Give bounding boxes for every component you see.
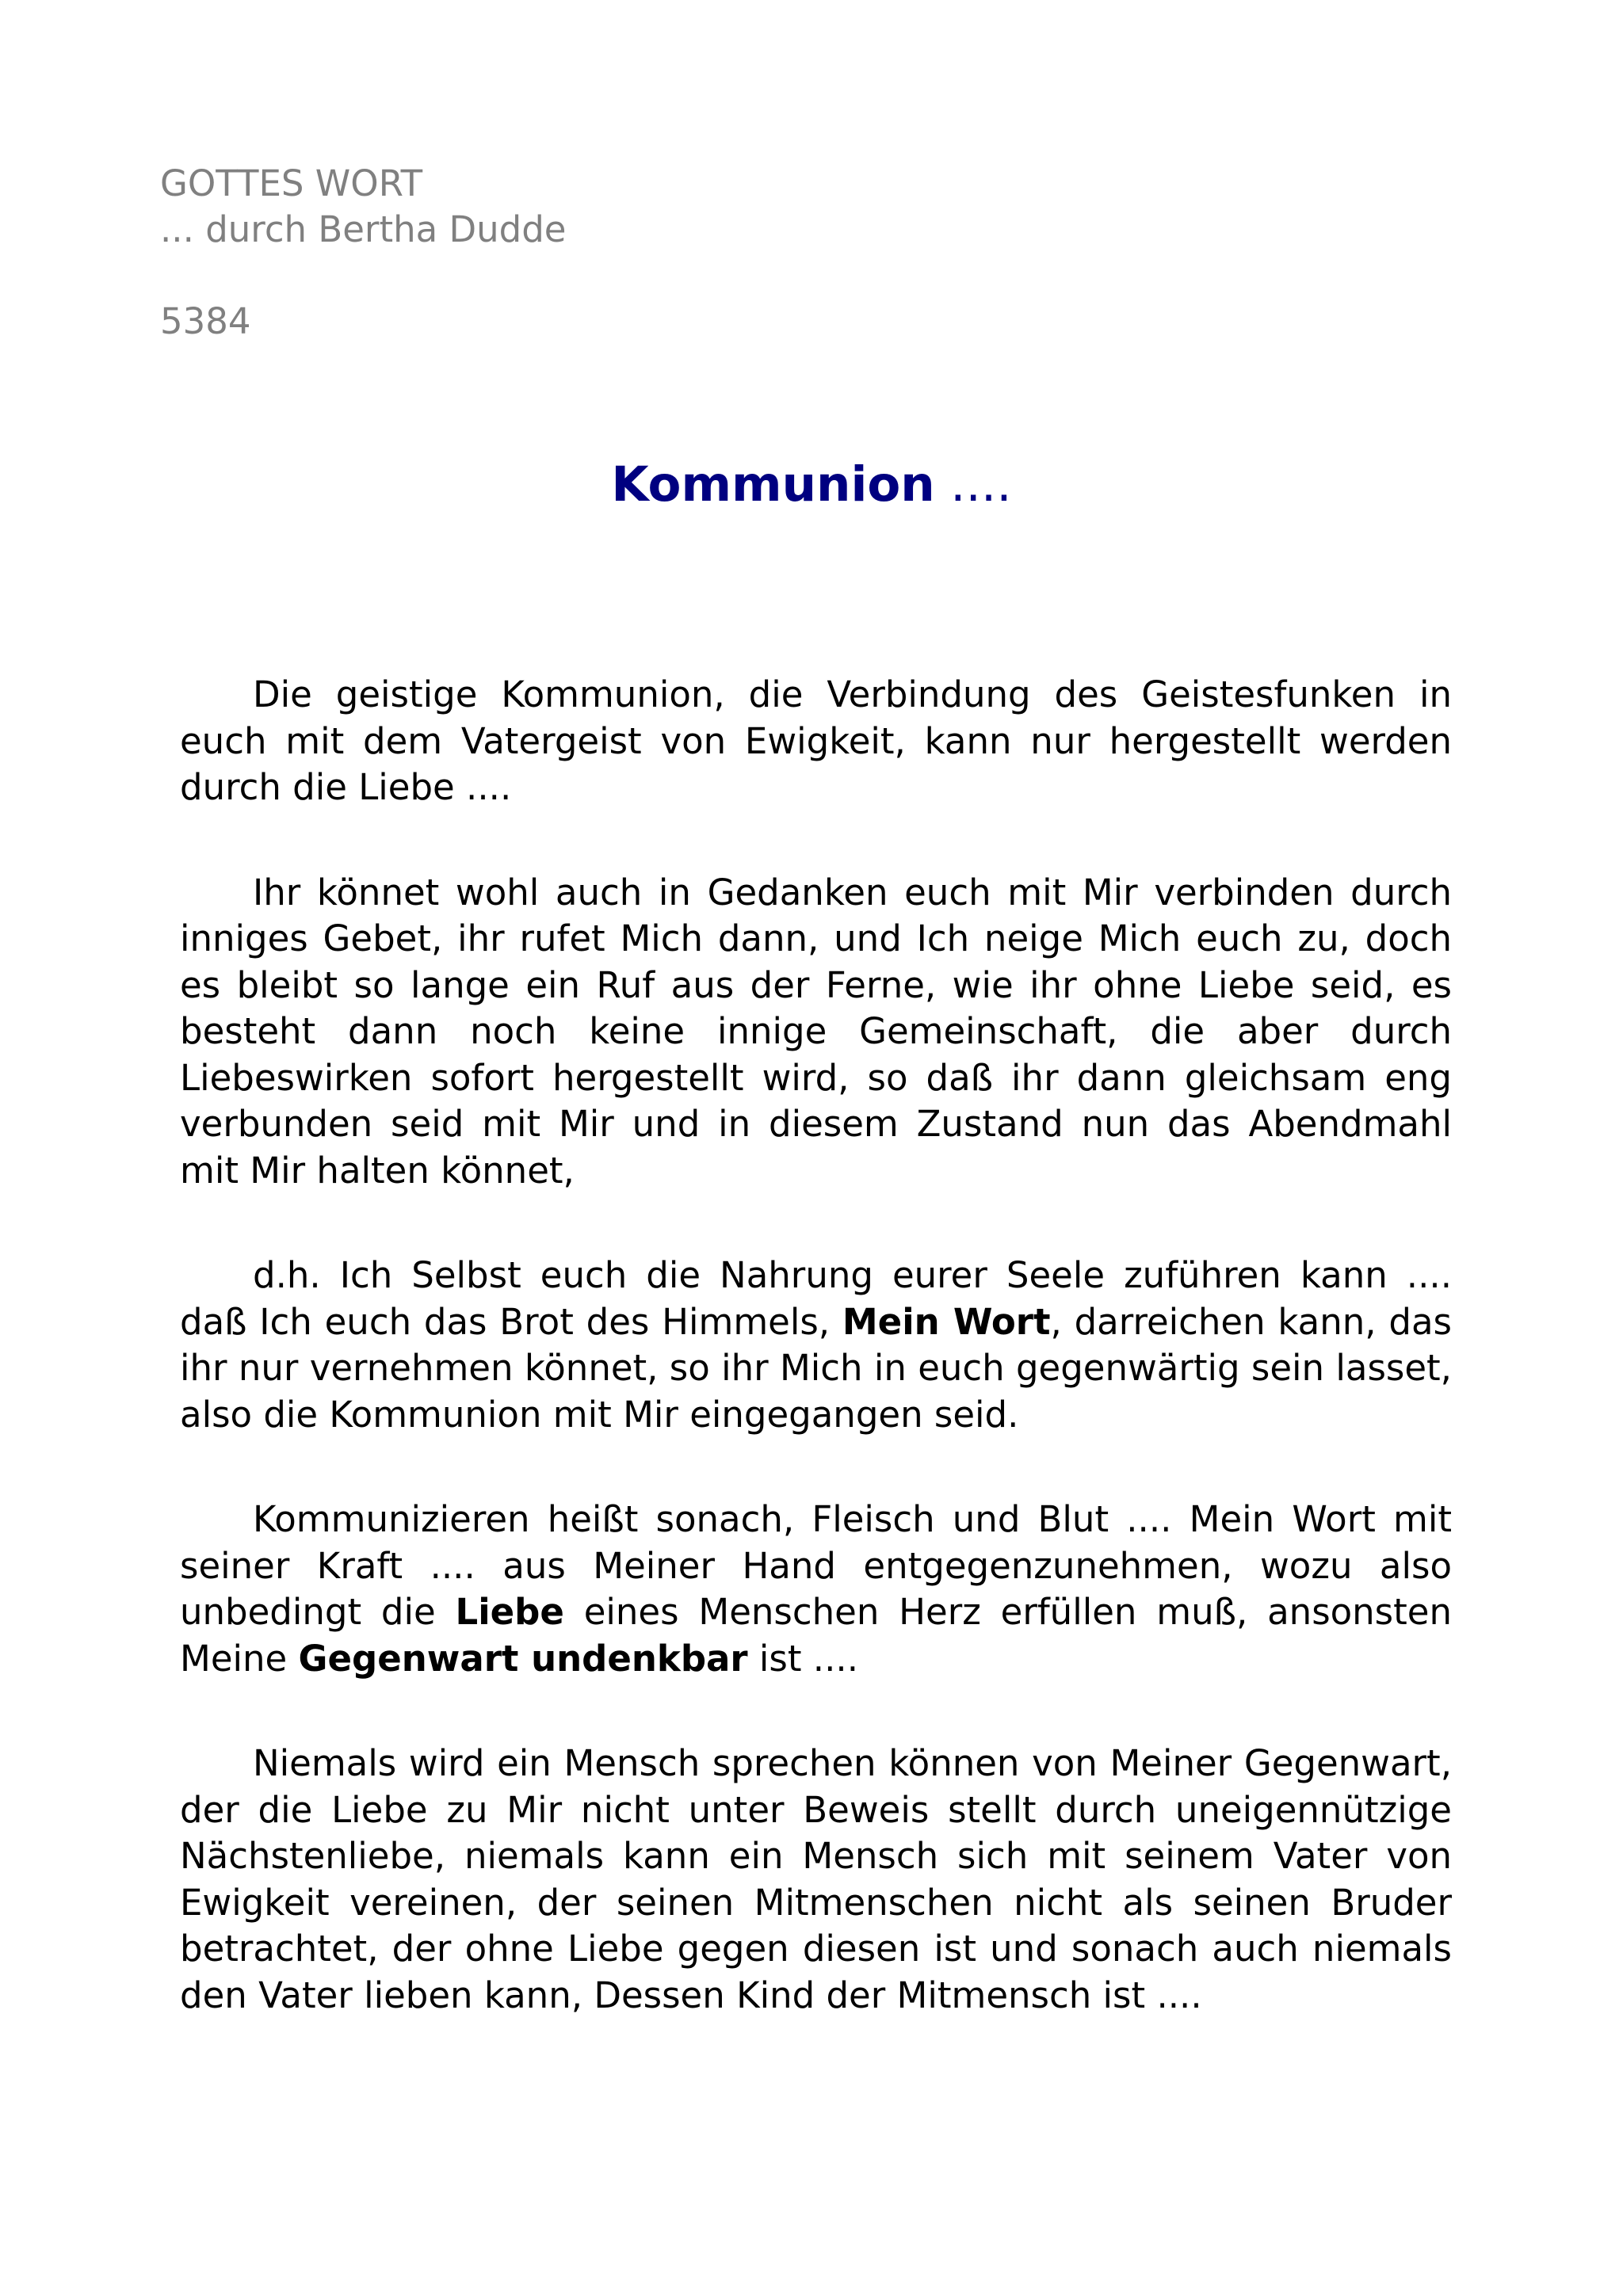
- title-dots: ....: [934, 456, 1012, 513]
- title-text: Kommunion: [611, 456, 935, 513]
- emphasis-text: Mein Wort: [842, 1300, 1051, 1343]
- body-text: [180, 672, 1452, 2019]
- author-line: ... durch Bertha Dudde: [160, 208, 567, 250]
- page-title: [0, 453, 1623, 517]
- paragraph-text: Niemals wird ein Mensch sprechen können von Meiner Gegenwart, der die Liebe zu Mir nicht unter Beweis stellt durch uneigennützige Nächstenliebe, niemals kann ein Mensch sich mit seinem Vater von Ewigkeit vereinen, der seinen Mitmenschen nicht als seinen Bruder betrachtet, der ohne Liebe gegen diesen ist und sonach auch niemals den Vater lieben kann, Dessen Kind der Mitmensch ist ....: [180, 1742, 1452, 2016]
- paragraph: [180, 1741, 1452, 2019]
- document-number: 5384: [160, 300, 251, 342]
- paragraph-text: , darreichen kann, das ihr nur vernehmen könnet, so ihr Mich in euch gegenwärtig sein lasset, also die Kommunion mit Mir eingegangen seid.: [180, 1300, 1452, 1436]
- paragraph-text: ist ....: [747, 1637, 859, 1680]
- emphasis-text: Gegenwart undenkbar: [298, 1637, 748, 1680]
- paragraph-text: eines Menschen Herz erfüllen muß, ansonsten Meine: [180, 1591, 1452, 1680]
- paragraph-text: Die geistige Kommunion, die Verbindung des Geistesfunken in euch mit dem Vatergeist von Ewigkeit, kann nur hergestellt werden durch die Liebe ....: [180, 673, 1452, 808]
- paragraph: [180, 870, 1452, 1195]
- series-title: GOTTES WORT: [160, 162, 423, 204]
- paragraph: [180, 672, 1452, 811]
- paragraph-text: Kommunizieren heißt sonach, Fleisch und Blut .... Mein Wort mit seiner Kraft .... aus Meiner Hand entgegenzunehmen, wozu also unbedingt die: [180, 1498, 1452, 1633]
- emphasis-text: Liebe: [455, 1591, 564, 1633]
- document-header: [160, 161, 566, 345]
- paragraph-text: Ihr könnet wohl auch in Gedanken euch mit Mir verbinden durch inniges Gebet, ihr rufet Mich dann, und Ich neige Mich euch zu, doch es bleibt so lange ein Ruf aus der Ferne, wie ihr ohne Liebe seid, es besteht dann noch keine innige Gemeinschaft, die aber durch Liebeswirken sofort hergestellt wird, so daß ihr dann gleichsam eng verbunden seid mit Mir und in diesem Zustand nun das Abendmahl mit Mir halten könnet,: [180, 871, 1452, 1192]
- paragraph: [180, 1253, 1452, 1438]
- paragraph: [180, 1497, 1452, 1682]
- paragraph-text: d.h. Ich Selbst euch die Nahrung eurer Seele zuführen kann .... daß Ich euch das Brot des Himmels,: [180, 1254, 1452, 1343]
